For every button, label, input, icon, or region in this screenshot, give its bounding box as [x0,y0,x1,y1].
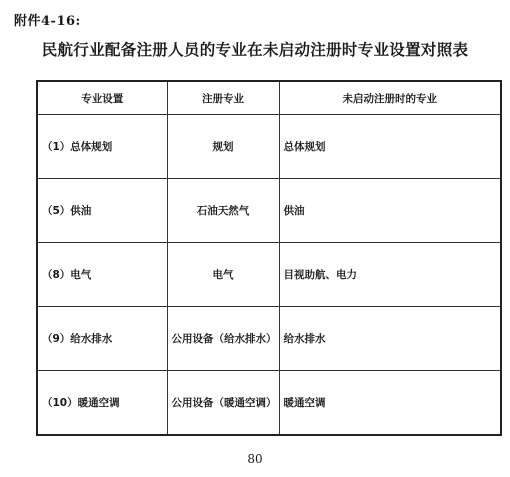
specialty-cell: （1）总体规划 [37,115,167,179]
specialty-mapping-table [36,80,502,436]
table-row [37,371,501,436]
column-header-specialty: 专业设置 [37,81,167,115]
registered-specialty-cell: 公用设备（暖通空调） [167,371,279,436]
registered-specialty-cell: 规划 [167,115,279,179]
registered-specialty-cell: 电气 [167,243,279,307]
page-number: 80 [247,452,263,466]
unlaunched-specialty-cell: 总体规划 [279,115,501,179]
table-row [37,179,501,243]
specialty-cell: （10）暖通空调 [37,371,167,436]
table-row [37,243,501,307]
table-row [37,307,501,371]
unlaunched-specialty-cell: 给水排水 [279,307,501,371]
column-header-registered: 注册专业 [167,81,279,115]
specialty-cell: （5）供油 [37,179,167,243]
unlaunched-specialty-cell: 暖通空调 [279,371,501,436]
table-row [37,115,501,179]
unlaunched-specialty-cell: 目视助航、电力 [279,243,501,307]
registered-specialty-cell: 石油天然气 [167,179,279,243]
column-header-unlaunched: 未启动注册时的专业 [279,81,501,115]
attachment-label: 附件4-16: [14,14,81,29]
unlaunched-specialty-cell: 供油 [279,179,501,243]
specialty-cell: （8）电气 [37,243,167,307]
document-title: 民航行业配备注册人员的专业在未启动注册时专业设置对照表 [41,41,469,59]
registered-specialty-cell: 公用设备（给水排水） [167,307,279,371]
table-header-row [37,81,501,115]
specialty-cell: （9）给水排水 [37,307,167,371]
